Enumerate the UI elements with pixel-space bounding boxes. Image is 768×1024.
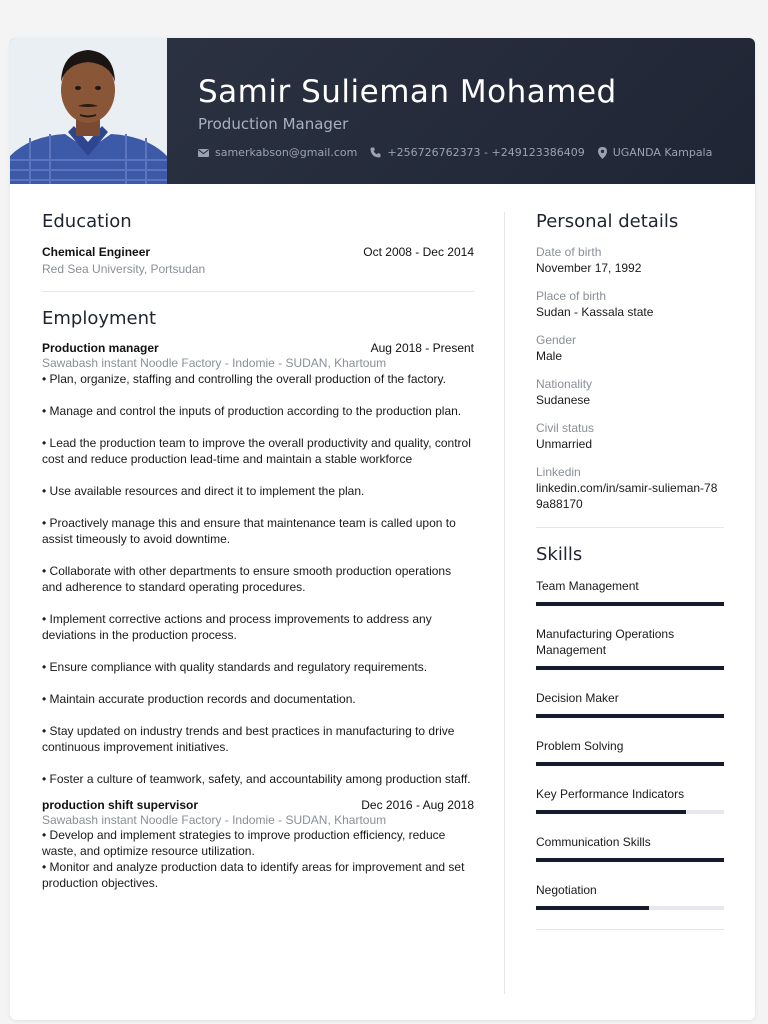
skill-item: [536, 738, 724, 766]
skill-item: [536, 882, 724, 910]
linkedin-link[interactable]: linkedin.com/in/samir-sulieman-789a88170: [536, 481, 718, 511]
skill-level-fill: [536, 602, 724, 606]
degree-dates: Oct 2008 - Dec 2014: [363, 245, 474, 259]
section-divider: [42, 291, 474, 292]
skill-name: Negotiation: [536, 883, 597, 897]
job-company: Sawabash instant Noodle Factory - Indomie - SUDAN, Khartoum: [42, 356, 387, 370]
job-entry: [42, 798, 474, 891]
skill-item: [536, 786, 724, 814]
skill-item: [536, 834, 724, 862]
job-bullet: • Proactively manage this and ensure that maintenance team is called upon to assist timeously to avoid downtime.: [42, 516, 456, 546]
education-item: [42, 245, 474, 276]
resume-header: [10, 38, 755, 184]
job-bullet: • Develop and implement strategies to improve production efficiency, reduce waste, and optimize resource utilization.: [42, 828, 446, 858]
skill-level-bar: [536, 762, 724, 766]
personal-field: [536, 332, 724, 364]
section-divider: [536, 527, 724, 528]
job-bullet: • Plan, organize, staffing and controlling the overall production of the factory.: [42, 372, 446, 386]
job-company: Sawabash instant Noodle Factory - Indomie - SUDAN, Khartoum: [42, 813, 387, 827]
skill-level-fill: [536, 762, 724, 766]
envelope-icon: [198, 149, 209, 157]
field-value: Unmarried: [536, 437, 593, 451]
contact-location: [598, 146, 713, 159]
field-value: Male: [536, 349, 563, 363]
skill-item: [536, 578, 724, 606]
personal-field: [536, 464, 724, 512]
personal-field: [536, 420, 724, 452]
contact-bar: [198, 146, 725, 159]
location-pin-icon: [598, 147, 607, 159]
skill-name: Key Performance Indicators: [536, 787, 685, 801]
job-bullet: • Manage and control the inputs of production according to the production plan.: [42, 404, 462, 418]
field-label: Civil status: [536, 421, 595, 435]
column-divider: [504, 212, 505, 994]
job-bullet: • Ensure compliance with quality standards and regulatory requirements.: [42, 660, 428, 674]
personal-field: [536, 376, 724, 408]
job-bullet: • Foster a culture of teamwork, safety, and accountability among production staff.: [42, 772, 471, 786]
location-text: UGANDA Kampala: [612, 146, 713, 159]
degree-institution: Red Sea University, Portsudan: [42, 262, 206, 276]
skill-level-bar: [536, 714, 724, 718]
job-bullet: • Stay updated on industry trends and best practices in manufacturing to drive continuous improvement initiatives.: [42, 724, 455, 754]
skill-name: Decision Maker: [536, 691, 619, 705]
job-entry: [42, 341, 474, 787]
job-bullet: • Use available resources and direct it to implement the plan.: [42, 484, 365, 498]
skill-name: Manufacturing Operations Management: [536, 627, 675, 657]
skills-heading: Skills: [536, 544, 583, 565]
skill-level-bar: [536, 602, 724, 606]
phone-icon: [370, 147, 381, 158]
skill-item: [536, 626, 724, 670]
contact-phone[interactable]: [370, 146, 584, 159]
field-value: November 17, 1992: [536, 261, 642, 275]
right-column: [536, 211, 724, 930]
job-bullet: • Maintain accurate production records and documentation.: [42, 692, 356, 706]
skill-level-bar: [536, 810, 724, 814]
employment-heading: Employment: [42, 308, 157, 329]
resume-page: [10, 38, 755, 1020]
skill-item: [536, 690, 724, 718]
job-dates: Dec 2016 - Aug 2018: [361, 798, 474, 812]
skill-level-bar: [536, 858, 724, 862]
section-divider: [536, 929, 724, 930]
skill-level-fill: [536, 858, 724, 862]
skill-name: Communication Skills: [536, 835, 651, 849]
personal-details-heading: Personal details: [536, 211, 679, 232]
job-title: Production manager: [42, 341, 159, 355]
job-bullet: • Lead the production team to improve the overall productivity and quality, control cost and reduce production lead-time and maintain a stable workforce: [42, 436, 471, 466]
skills-list: [536, 578, 724, 910]
skill-level-fill: [536, 666, 724, 670]
skill-level-fill: [536, 906, 649, 910]
phone-text: +256726762373 - +249123386409: [387, 146, 585, 159]
left-column: [42, 211, 474, 891]
skill-level-bar: [536, 906, 724, 910]
field-label: Nationality: [536, 377, 593, 391]
field-label: Linkedin: [536, 465, 581, 479]
job-bullet: • Implement corrective actions and process improvements to address any deviations in the production process.: [42, 612, 432, 642]
candidate-title: Production Manager: [198, 115, 349, 133]
degree-title: Chemical Engineer: [42, 245, 151, 259]
field-value: Sudan - Kassala state: [536, 305, 654, 319]
education-heading: Education: [42, 211, 132, 232]
job-bullet: • Collaborate with other departments to ensure smooth production operations and adherence to standard operating procedures.: [42, 564, 452, 594]
skill-level-bar: [536, 666, 724, 670]
field-label: Gender: [536, 333, 577, 347]
field-label: Place of birth: [536, 289, 607, 303]
skill-name: Team Management: [536, 579, 639, 593]
contact-email[interactable]: [198, 146, 357, 159]
profile-photo: [10, 38, 167, 184]
job-dates: Aug 2018 - Present: [370, 341, 474, 355]
skill-name: Problem Solving: [536, 739, 624, 753]
personal-field: [536, 288, 724, 320]
email-text: samerkabson@gmail.com: [215, 146, 358, 159]
job-bullet: • Monitor and analyze production data to identify areas for improvement and set production objectives.: [42, 860, 465, 890]
job-title: production shift supervisor: [42, 798, 199, 812]
skill-level-fill: [536, 810, 686, 814]
personal-field: [536, 244, 724, 276]
skill-level-fill: [536, 714, 724, 718]
field-value: Sudanese: [536, 393, 591, 407]
field-label: Date of birth: [536, 245, 602, 259]
candidate-name: Samir Sulieman Mohamed: [198, 74, 617, 110]
